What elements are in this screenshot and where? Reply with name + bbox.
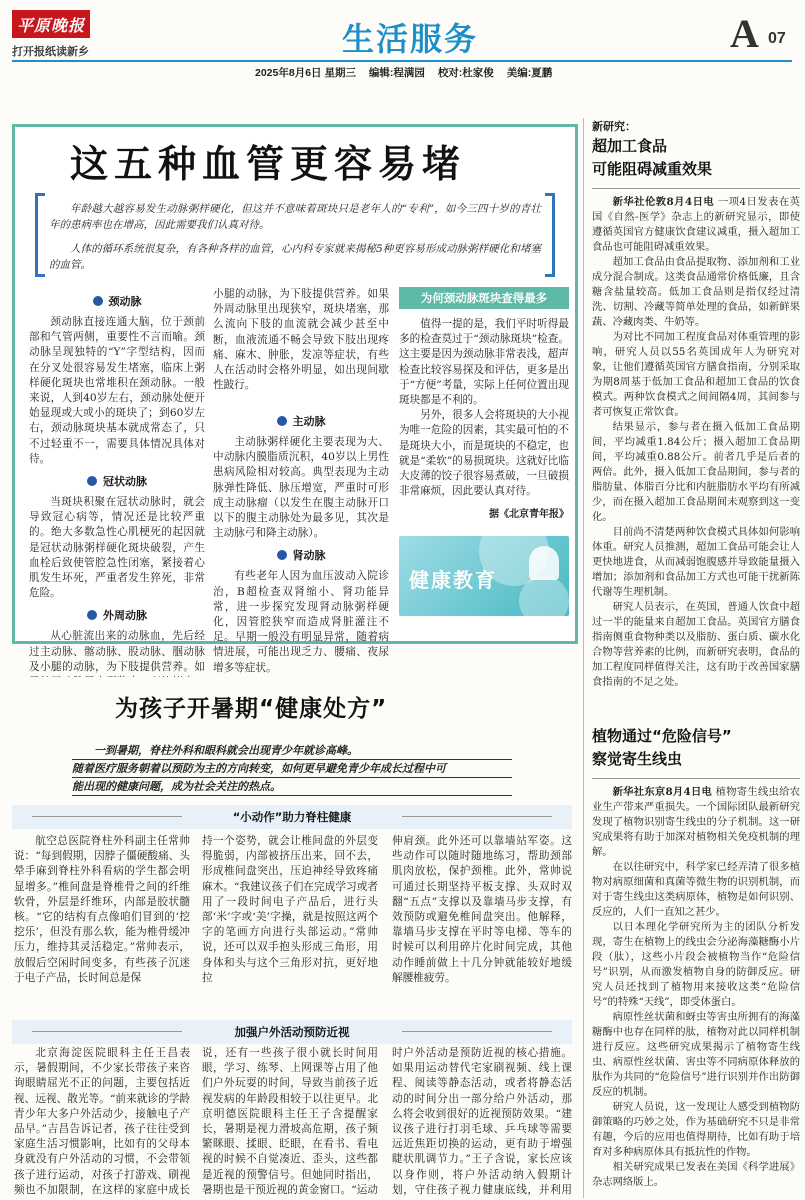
bracket-right: [545, 193, 555, 277]
article-title: 超加工食品: [592, 137, 668, 155]
bullet-dot-icon: [87, 610, 97, 620]
divider: [592, 778, 800, 779]
paragraph: 小腿的动脉，为下肢提供营养。如果外周动脉里出现狭窄，斑块堵塞，那么流向下肢的血流就会减少甚至中断，血液流通不畅会导致下肢出现疼痛、麻木、肿胀，发凉等症状，有些人在活动时会格外明显，如出现间歇性跛行。: [213, 288, 389, 392]
feature-title: 这五种血管更容易堵: [70, 142, 467, 186]
paragraph: 新华社东京8月4日电 植物寄生线虫给农业生产带来严重损失。一个国际团队最新研究发现了植物识别寄生线虫的分子机制。这一研究成果将有助于加深对植物相关免疫机制的理解。: [592, 786, 800, 858]
paragraph: 病原性丝状菌和蚜虫等害虫所拥有的海藻糖酶中也存在同样的肽，植物对此以同样机制进行反应。这些研究成果揭示了植物寄生线虫、病原性丝状菌、害虫等不同病原体释放的肽作为共同的“危险信号”进行识别并作出防御反应的机制。: [592, 1011, 800, 1098]
paragraph: 颈动脉直接连通大脑，位于颈前部和气管两侧，重要性不言而喻。颈动脉呈现独特的“Y”字型结构，因而在分叉处很容易发生堵塞，临床上粥样硬化斑块也常堆积在颈动脉。一般来说，人到40岁左右，颈动脉处便开始显现或大或小的斑块了；到60岁左右，颈动脉斑块基本就成常态了，只不过轻重不一，需要具体情况具体对待。: [29, 316, 205, 465]
editor: 编辑:程满园: [368, 67, 425, 79]
proofreader: 校对:杜家俊: [437, 67, 494, 79]
article-title: 植物通过“危险信号”: [592, 727, 732, 745]
decor-circle: [519, 576, 569, 616]
bracket-left: [35, 193, 45, 277]
paragraph: 从心脏流出来的动脉血，先后经过主动脉、髂动脉、股动脉、腘动脉及小腿的动脉，为下肢提供营养。如: [29, 630, 205, 673]
summer-title: 为孩子开暑期“健康处方”: [115, 696, 388, 722]
designer: 美编:夏鹏: [506, 67, 553, 79]
paragraph: 说，还有一些孩子很小就长时间用眼，学习、练琴、上网课等占用了他们户外玩耍的时间，导致当前孩子近视发病的年龄段相较于以往更早。北京明德医院眼科主任王子含提醒家长，暑期是视力滑坡高危期，孩子频繁眯眼、揉眼、眨眼，在看书、看电视的时候不自觉凑近、歪头，这些都是近视的预警信号。但她同时指出，暑期也是干预近视的黄金窗口。“运动: [202, 1047, 378, 1196]
lead-paragraph: 年龄越大越容易发生动脉粥样硬化，但这并不意味着斑块只是老年人的“专利”，如今三四十岁的青壮年的患病率也在增高，因此需要我们认真对待。: [49, 203, 541, 231]
paragraph: 持一个姿势，就会让椎间盘的外层变得脆弱，内部被挤压出来，回不去，形成椎间盘突出，压迫神经导致疼痛麻木。“我建议孩子们在完成学习或者用了一段时间电子产品后，进行头部‘米’字或‘美’字操，就是按照这两个字的笔画方向进行头部运动。”常帅说，还可以双手抱头形成三角形，用身体和头与这个三角形对抗，更好地拉: [202, 835, 378, 984]
subhead: 冠状动脉: [29, 473, 205, 489]
paragraph: 超加工食品由食品提取物、添加剂和工业成分混合制成。这类食品通常价格低廉，且含糖含盐量较高。低加工食品则是指仅经过清洗、切割、冷藏等简单处理的食品，如新鲜果蔬、冷藏肉类、牛奶等。: [592, 256, 800, 328]
subhead: 肾动脉: [213, 547, 389, 563]
right-column: [592, 118, 800, 690]
summer-lead: [72, 742, 512, 796]
paragraph: 研究人员表示，在英国，普通人饮食中超过一半的能量来自超加工食品。英国官方膳食指南侧重食物种类以及脂肪、蛋白质、碳水化合物等营养素的比例，而新研究表明，食品的加工程度同样值得关注，这有助于改善国家膳食指南的不足之处。: [592, 601, 800, 688]
lead-paragraph: 人体的循环系统很复杂，有各种各样的血管，心内科专家就来揭秘5种更容易形成动脉粥样硬化和堵塞的血管。: [49, 243, 541, 271]
article-column: [202, 834, 378, 986]
paragraph: 时户外活动是预防近视的核心措施。如果用运动替代宅家刷视频、线上课程、阅读等静态活动，或者将静态活动的时间分出一部分给户外活动，那么将会收到很好的近视预防效果。“建议孩子进行打羽毛球、乒乓球等需要远近焦距切换的运动，更有助于增强睫状肌调节力。”王子含说，家长应该以身作则，将户外活动纳入假期计划，守住孩子视力健康底线，并利用: [392, 1047, 572, 1196]
sidebar-column: [399, 287, 569, 616]
paragraph: 北京海淀医院眼科主任王昌表示，暑假期间，不少家长带孩子来咨询眼睛屈光不正的问题，主要包括近视、远视、散光等。“前来就诊的学龄青少年大多户外活动少，接触电子产品早。”吉昌告诉记者，孩子往往受到家庭生活习惯影响，比如有的父母本身就没有户外活动的习惯，不会带领孩子进行运动，对孩子打游戏、刷视频也不加限制，在这样的家庭中成长: [14, 1047, 190, 1196]
health-education-banner: [399, 536, 569, 616]
article-column: [213, 287, 389, 676]
article-eyebrow: 新研究：: [592, 120, 636, 133]
article-title: 可能阻碍减重效果: [592, 160, 713, 178]
paragraph: 主动脉粥样硬化主要表现为大、中动脉内膜脂质沉积，40岁以上男性患病风险相对较高。典型表现为主动脉弹性降低、脉压增宽，严重时可形成主动脉瘤（以发生在腹主动脉开口以下的腹主动脉处为最多见，其次是主动脉弓和降主动脉）。: [213, 436, 389, 540]
masthead: [0, 0, 805, 92]
lead-line: 一到暑期，脊柱外科和眼科就会出现青少年就诊高峰。: [72, 742, 512, 760]
article-column: [392, 1046, 572, 1196]
divider: [592, 188, 800, 189]
paragraph: 目前尚不清楚两种饮食模式具体如何影响体重。研究人员推测，超加工食品可能会让人更快地进食，从而减弱饱腹感并导致能量摄入增加；添加剂和食品加工方式也可能干扰新陈代谢等生理机制。: [592, 526, 800, 598]
article-column: [29, 287, 205, 677]
source-credit: 据《北京青年报》: [489, 509, 569, 521]
slogan: 打开报纸读新乡: [12, 46, 89, 58]
subhead: 主动脉: [213, 413, 389, 429]
bullet-dot-icon: [277, 416, 287, 426]
feature-box: [12, 124, 578, 674]
subhead: 外周动脉: [29, 607, 205, 623]
paragraph: 有些老年人因为血压波动入院诊治，B超检查双肾缩小、肾功能异常，进一步探究发现肾动脉粥样硬化，因管腔狭窄而造成肾脏灌注不足。早期一般没有明显异常，随着病情进展，可能出现乏力、腰痛、夜尿增多等症状。: [213, 570, 389, 674]
column-divider: [583, 118, 584, 1198]
paragraph: 值得一提的是，我们平时听得最多的检查莫过于“颈动脉斑块”检查。这主要是因为颈动脉非常表浅，超声检查比较容易探及和评估，更多是出于“方便”考量，实际上任何位置出现斑块都是不利的。: [399, 318, 569, 407]
article-column: [392, 834, 572, 986]
paragraph: 为对比不同加工程度食品对体重管理的影响，研究人员以55名英国成年人为研究对象，让他们遵循英国官方膳食指南，分别采取为期8周基于低加工食品和超加工食品的饮食模式。两种饮食模式之间间隔4周，其间参与者可恢复正常饮食。: [592, 331, 800, 418]
masthead-rule: [12, 60, 792, 62]
page-letter: A: [730, 11, 759, 56]
paragraph: 伸肩颈。此外还可以靠墙站军姿。这些动作可以随时随地练习，帮助颈部肌肉放松，保护颈椎。此外，常帅说可通过长期坚持平板支撑、头双时双翻“五点”支撑以及靠墙马步支撑，有效预防或避免椎间盘突出。他解释，靠墙马步支撑在平时等电梯、等车的时候可以利用碎片化时间完成，其他动作睡前做上十几分钟就能较好地缓解腰椎疲劳。: [392, 835, 572, 984]
paragraph: 另外，很多人会将斑块的大小视为唯一危险的因素，其实最可怕的不是斑块大小，而是斑块的不稳定，也就是“柔软”的易损斑块。这就好比临大皮薄的饺子很容易煮破，一旦破损非常麻烦，因此要认真对待。: [399, 409, 569, 498]
right-column-lower: [592, 724, 800, 1190]
article-column: [202, 1046, 378, 1196]
feature-lead: [35, 193, 555, 281]
subsection-band: 加强户外活动预防近视: [12, 1020, 572, 1044]
subsection-band: “小动作”助力脊柱健康: [12, 805, 572, 829]
bullet-dot-icon: [87, 476, 97, 486]
paragraph: 新华社伦敦8月4日电 一项4日发表在英国《自然-医学》杂志上的新研究显示，即使遵循英国官方健康饮食建议减重，摄入超加工食品也可能阻碍减重效果。: [592, 196, 800, 253]
paragraph: 当斑块积聚在冠状动脉时，就会导致冠心病等，情况还是比较严重的。绝大多数急性心肌梗死的起因就是冠状动脉粥样硬化斑块破裂，产生血栓后致使管腔急性闭塞，紧接着心肌发生坏死，严重者发生猝死，非常危险。: [29, 496, 205, 600]
paragraph: 结果显示，参与者在摄入低加工食品期间，平均减重1.84公斤；摄入超加工食品期间，平均减重0.88公斤。前者几乎是后者的两倍。此外，摄入低加工食品期间，参与者的脂肪量、体脂百分比和内脏脂肪水平均有所减少，而在摄入超加工食品期间未观察到这一变化。: [592, 421, 800, 523]
why-title: 为何颈动脉斑块查得最多: [399, 287, 569, 309]
lead-line: 随着医疗服务朝着以预防为主的方向转变，如何更早避免青少年成长过程中可: [72, 760, 512, 778]
page-number: 07: [768, 30, 786, 47]
section-title: 生活服务: [341, 20, 478, 58]
article-column: [14, 834, 190, 986]
article-title: 察觉寄生线虫: [592, 750, 683, 768]
doctor-icon: [529, 546, 559, 580]
paragraph: 相关研究成果已发表在美国《科学进展》杂志网络版上。: [592, 1161, 800, 1188]
paragraph: 研究人员说，这一发现让人感受到植物防御策略的巧妙之处，作为基础研究不只是非常有趣，今后的应用也值得期待，比如有助于培育对多种病原体具有抵抗性的作物。: [592, 1101, 800, 1158]
issue-date: 2025年8月6日 星期三: [255, 67, 356, 79]
bullet-dot-icon: [93, 296, 103, 306]
lead-line: 能出现的健康问题，成为社会关注的热点。: [72, 778, 512, 796]
bullet-dot-icon: [277, 550, 287, 560]
newspaper-logo: 平原晚报: [12, 10, 90, 38]
paragraph: 在以往研究中，科学家已经弄清了很多植物对病原细菌和真菌等微生物的识别机制，而对于寄生线虫这类病原体，植物是如何识别、反应的，人们一直知之甚少。: [592, 861, 800, 918]
paragraph: 以日本理化学研究所为主的团队分析发现，寄生在植物上的线虫会分泌海藻糖酶小片段（肽），这些小片段会被植物当作“危险信号”识别，从而激发植物自身的防御反应。研究人员还找到了植物用来接收这类“危险信号”的特殊“天线”，即受体蛋白。: [592, 921, 800, 1008]
article-column: [14, 1046, 190, 1196]
paragraph: 航空总医院脊柱外科副主任常帅说：“每到假期，因脖子僵硬酸痛、头晕手麻到脊柱外科看病的学生都会明显增多。”椎间盘是脊椎骨之间的纤维软骨，外层是纤维环，内部是胶状髓核。“它的结构有点像咱们冒到的‘挖挖乐’，但没有那么软，能为椎骨缓冲压力，维持其灵活稳定。”常帅表示，放假后空闲时间变多，有些孩子沉迷于电子产品，长时间总是保: [14, 835, 190, 984]
info-line: [255, 65, 562, 80]
subhead: 颈动脉: [29, 293, 205, 309]
banner-text: 健康教育: [409, 568, 497, 593]
